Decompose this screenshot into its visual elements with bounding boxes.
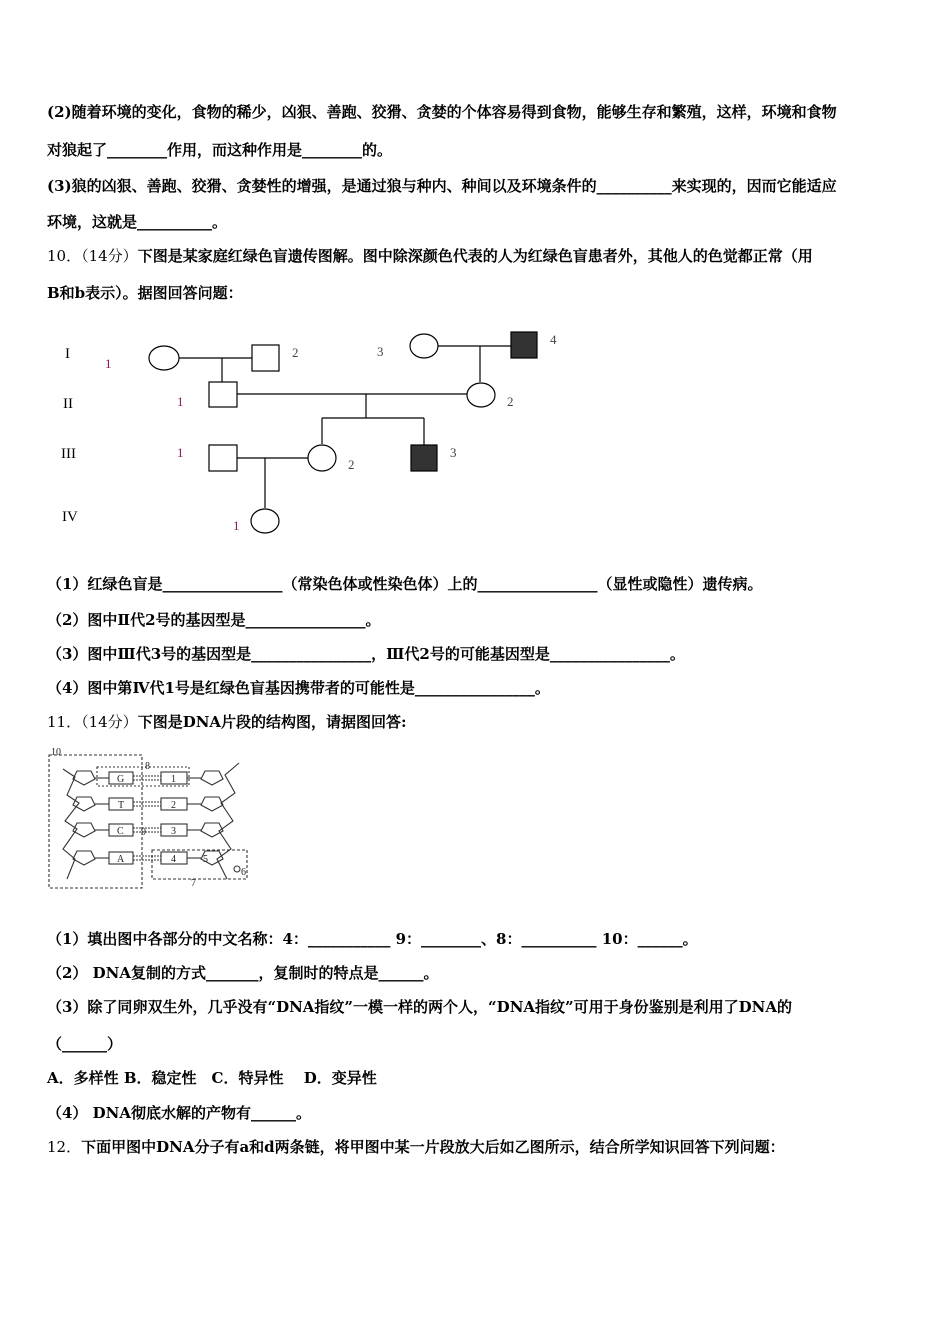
- dna-label-10: 10: [51, 747, 61, 758]
- generation-label-i: I: [65, 346, 70, 362]
- base-t: T: [118, 800, 125, 811]
- dna-label-7: 7: [191, 878, 196, 889]
- label-i2: 2: [292, 345, 299, 360]
- q11-sub-3b: （______）: [47, 1035, 123, 1053]
- right-sugar-2: [201, 797, 223, 811]
- q10-line-2: B和b表示）。据图回答问题：: [47, 284, 243, 302]
- q2-line-1: (2)随着环境的变化，食物的稀少，凶狠、善跑、狡猾、贪婪的个体容易得到食物，能够生存和繁殖，这样，环境和食物: [47, 103, 837, 121]
- q11-header: [47, 712, 407, 732]
- individual-ii1-male: [209, 382, 237, 407]
- dna-label-6: 6: [241, 867, 246, 878]
- dna-label-5: 5: [203, 854, 208, 865]
- q11-sub-2: （2） DNA复制的方式_______，复制时的特点是______。: [47, 964, 439, 982]
- q12-number: 12．: [47, 1138, 82, 1156]
- q10-sub-2: （2）图中Ⅱ代2号的基因型是________________。: [47, 611, 381, 629]
- individual-i4-affected-male: [511, 332, 537, 358]
- base-2: 2: [171, 800, 176, 811]
- base-a: A: [117, 854, 125, 865]
- individual-i3-female: [410, 334, 438, 358]
- left-sugar-4: [73, 851, 95, 865]
- individual-iii2-female: [308, 445, 336, 471]
- q3-line-2: 环境，这就是__________。: [47, 213, 228, 231]
- label-ii1: 1: [177, 394, 184, 409]
- phosphate-6: [234, 866, 240, 872]
- generation-label-iii: III: [61, 446, 76, 462]
- label-i3: 3: [377, 344, 384, 359]
- dna-label-8: 8: [145, 761, 150, 772]
- q3-line-1: (3)狼的凶狠、善跑、狡猾、贪婪性的增强，是通过狼与种内、种间以及环境条件的__________来实现的，因而它能适应: [47, 177, 837, 195]
- individual-ii2-female: [467, 383, 495, 407]
- dna-structure-diagram: [45, 745, 260, 893]
- individual-i2-male: [252, 345, 279, 371]
- label-iv1: 1: [233, 518, 240, 533]
- q11-sub-4: （4） DNA彻底水解的产物有______。: [47, 1104, 312, 1122]
- base-c: C: [117, 826, 124, 837]
- q10-sub-3: （3）图中Ⅲ代3号的基因型是________________，Ⅲ代2号的可能基因型是________________。: [47, 645, 685, 663]
- individual-i1-female: [149, 346, 179, 370]
- q11-options: A．多样性 B．稳定性 C．特异性 D．变异性: [47, 1069, 377, 1087]
- individual-iii3-affected-male: [411, 445, 437, 471]
- label-i1: 1: [105, 356, 112, 371]
- q11-number: 11．（14分）: [47, 713, 138, 731]
- left-sugar-2: [73, 797, 95, 811]
- pedigree-chart: [40, 320, 600, 540]
- base-1: 1: [171, 774, 176, 785]
- q10-sub-1: （1）红绿色盲是________________（常染色体或性染色体）上的________________（显性或隐性）遗传病。: [47, 575, 763, 593]
- label-i4: 4: [550, 332, 557, 347]
- q12-text: 下面甲图中DNA分子有a和d两条链，将甲图中某一片段放大后如乙图所示，结合所学知识回答下列问题：: [81, 1138, 785, 1156]
- individual-iv1-female: [251, 509, 279, 533]
- q10-text: 下图是某家庭红绿色盲遗传图解。图中除深颜色代表的人为红绿色盲患者外，其他人的色觉都正常（用: [137, 247, 813, 265]
- label-iii2: 2: [348, 457, 355, 472]
- right-sugar-1: [201, 771, 223, 785]
- box-10: [49, 755, 142, 888]
- base-g: G: [117, 774, 125, 785]
- base-4: 4: [171, 854, 176, 865]
- generation-label-iv: IV: [62, 509, 78, 525]
- q11-text: 下图是DNA片段的结构图，请据图回答:: [137, 713, 407, 731]
- individual-iii1-male: [209, 445, 237, 471]
- label-ii2: 2: [507, 394, 514, 409]
- label-iii1: 1: [177, 445, 184, 460]
- q10-header: [47, 246, 813, 266]
- q10-sub-4: （4）图中第Ⅳ代1号是红绿色盲基因携带者的可能性是________________。: [47, 679, 550, 697]
- label-iii3: 3: [450, 445, 457, 460]
- q10-number: 10．（14分）: [47, 247, 138, 265]
- left-sugar-1: [73, 771, 95, 785]
- q12-header: [47, 1137, 785, 1157]
- q2-line-2: 对狼起了________作用，而这种作用是________的。: [47, 141, 393, 159]
- base-3: 3: [171, 826, 176, 837]
- generation-label-ii: II: [63, 396, 73, 412]
- dna-label-9: 9: [141, 827, 146, 838]
- q11-sub-3a: （3）除了同卵双生外，几乎没有“DNA指纹”一模一样的两个人，“DNA指纹”可用于身份鉴别是利用了DNA的: [47, 998, 793, 1016]
- q11-sub-1: （1）填出图中各部分的中文名称：4：___________ 9：________、8：__________ 10：______。: [47, 930, 698, 948]
